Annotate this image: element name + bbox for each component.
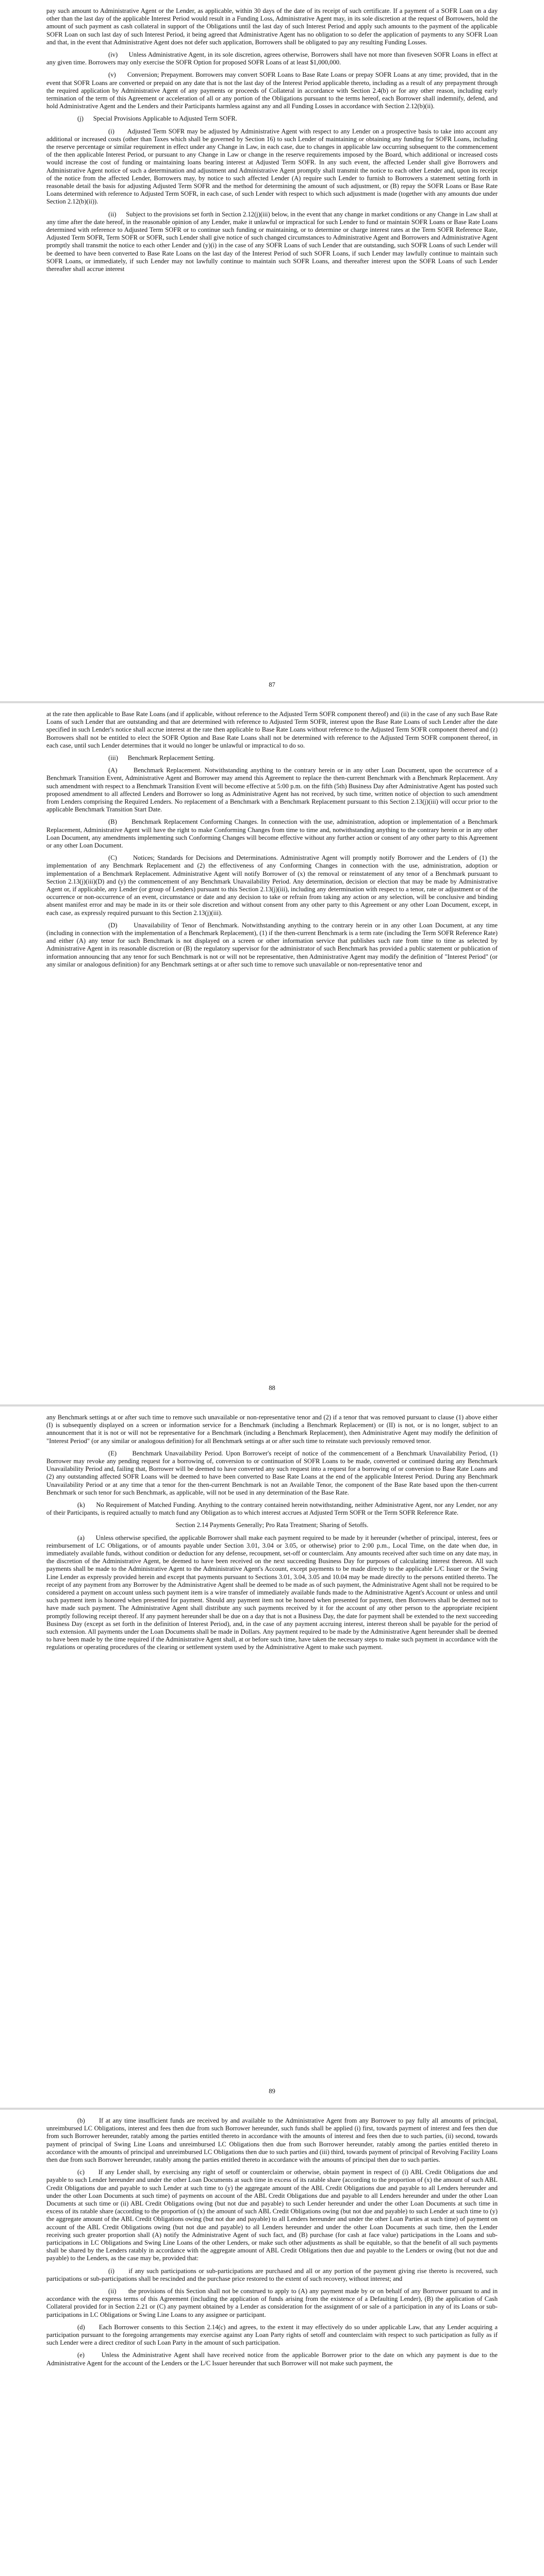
paragraph: (b) If at any time insufficient funds are received by and available to the Administrative Agent from any Borrower to pay fully all amounts of principal, unreimbursed LC Obligations, interest and fees then due from such Borrower hereunder, such funds shall be applied (i) first, towards payment of interest and fees then due from such Borrower hereunder, ratably among the parties entitled thereto in accordance with the amounts of interest and fees then due to such parties, (ii) second, towards payment of principal of Swing Line Loans and unreimbursed LC Obligations then due from such Borrower hereunder, ratably among the parties entitled thereto in accordance with the amounts of principal and unreimbursed LC Obligations then due to such parties and (iii) third, towards payment of principal of Revolving Facility Loans then due from such Borrower hereunder, ratably among the parties entitled thereto in accordance with the amounts of principal then due to such parties.	[46, 2117, 498, 2164]
page-89	[0, 1406, 544, 2110]
paragraph: (i) Adjusted Term SOFR may be adjusted by Administrative Agent with respect to any Lender on a prospective basis to take into account any additional or increased costs (other than Taxes which shall be governed by Section 16) to such Lender of maintaining or obtaining any funding for SOFR Loans, including the reserve percentage or similar requirement in effect under any Change in Law, in each case, due to changes in applicable law occurring subsequent to the commencement of the then applicable Interest Period, or pursuant to any Change in Law or change in the reserve requirements imposed by the Board, which additional or increased costs would increase the cost of funding or maintaining loans bearing interest at Adjusted Term SOFR. In any such event, the affected Lender shall give Borrowers and Administrative Agent notice of such a determination and adjustment and Administrative Agent promptly shall transmit the notice to each other Lender and, upon its receipt of the notice from the affected Lender, Borrowers may, by notice to such affected Lender (A) require such Lender to furnish to Borrowers a statement setting forth in reasonable detail the basis for adjusting Adjusted Term SOFR and the method for determining the amount of such adjustment, or (B) repay the SOFR Loans or Base Rate Loans determined with reference to Adjusted Term SOFR, in each case, of such Lender with respect to which such adjustment is made (together with any amounts due under Section 2.12(b)(ii)).	[46, 127, 498, 206]
paragraph: (ii) the provisions of this Section shall not be construed to apply to (A) any payment made by or on behalf of any Borrower pursuant to and in accordance with the express terms of this Agreement (including the application of funds arising from the existence of a Defaulting Lender), (B) the application of Cash Collateral provided for in Section 2.21 or (C) any payment obtained by a Lender as consideration for the assignment of or sale of a participation in any of its Loans or sub-participations in LC Obligations or Swing Line Loans to any assignee or participant.	[46, 2287, 498, 2318]
paragraph: (d) Each Borrower consents to this Section 2.14(c) and agrees, to the extent it may effectively do so under applicable Law, that any Lender acquiring a participation pursuant to the foregoing arrangements may exercise against any Loan Party rights of setoff and counterclaim with respect to such participation as fully as if such Lender were a direct creditor of such Loan Party in the amount of such participation.	[46, 2323, 498, 2347]
page-number: 89	[269, 2088, 275, 2095]
paragraph: (e) Unless the Administrative Agent shall have received notice from the applicable Borrower prior to the date on which any payment is due to the Administrative Agent for the account of the Lenders or the L/C Issuer hereunder that such Borrower will not make such payment, the	[46, 2351, 498, 2367]
page-87	[0, 0, 544, 703]
paragraph: (ii) Subject to the provisions set forth in Section 2.12(j)(iii) below, in the event that any change in market conditions or any Change in Law shall at any time after the date hereof, in the reasonable opinion of any Lender, make it unlawful or impractical for such Lender to fund or maintain SOFR Loans or Base Rate Loans determined with reference to Adjusted Term SOFR or to continue such funding or maintaining, or to determine or charge interest rates at the Term SOFR Reference Rate, Adjusted Term SOFR, Term SOFR or SOFR, such Lender shall give notice of such changed circumstances to Administrative Agent and Borrowers and Administrative Agent promptly shall transmit the notice to each other Lender and (y)(i) in the case of any SOFR Loans of such Lender that are outstanding, such SOFR Loans of such Lender will be deemed to have been converted to Base Rate Loans on the last day of the Interest Period of such SOFR Loans, if such Lender may lawfully continue to maintain such SOFR Loans, or immediately, if such Lender may not lawfully continue to maintain such SOFR Loans, and thereafter interest upon the SOFR Loans of such Lender thereafter shall accrue interest	[46, 210, 498, 273]
paragraph: (k) No Requirement of Matched Funding. Anything to the contrary contained herein notwithstanding, neither Administrative Agent, nor any Lender, nor any of their Participants, is required actually to match fund any Obligation as to which interest accrues at Adjusted Term SOFR or the Term SOFR Reference Rate.	[46, 1501, 498, 1517]
paragraph: pay such amount to Administrative Agent or the Lender, as applicable, within 30 days of the date of its receipt of such certificate. If a payment of a SOFR Loan on a day other than the last day of the applicable Interest Period would result in a Funding Loss, Administrative Agent may, in its sole discretion at the request of Borrowers, hold the amount of such payment as cash collateral in support of the Obligations until the last day of such Interest Period and apply such amounts to the payment of the applicable SOFR Loan on such last day of such Interest Period, it being agreed that Administrative Agent has no obligation to so defer the application of payments to any SOFR Loan and that, in the event that Administrative Agent does not defer such application, Borrowers shall be obligated to pay any resulting Funding Losses.	[46, 7, 498, 46]
paragraph: (C) Notices; Standards for Decisions and Determinations. Administrative Agent will promptly notify Borrower and the Lenders of (1) the implementation of any Benchmark Replacement and (2) the effectiveness of any Conforming Changes in connection with the use, administration, adoption or implementation of a Benchmark Replacement. Administrative Agent will notify Borrower of (x) the removal or reinstatement of any tenor of a Benchmark pursuant to Section 2.13(j)(iii)(D) and (y) the commencement of any Benchmark Unavailability Period. Any determination, decision or election that may be made by Administrative Agent or, if applicable, any Lender (or group of Lenders) pursuant to this Section 2.13(j)(iii), including any determination with respect to a tenor, rate or adjustment or of the occurrence or non-occurrence of an event, circumstance or date and any decision to take or refrain from taking any action or any selection, will be conclusive and binding absent manifest error and may be made in its or their sole discretion and without consent from any other party to this Agreement or any other Loan Document, except, in each case, as expressly required pursuant to this Section 2.13(j)(iii).	[46, 854, 498, 917]
section-heading: (iii) Benchmark Replacement Setting.	[108, 754, 215, 762]
paragraph: (a) Unless otherwise specified, the applicable Borrower shall make each payment required to be made by it hereunder (whether of principal, interest, fees or reimbursement of LC Obligations, or of amounts payable under Section 3.01, 3.04 or 3.05, or otherwise) prior to 2:00 p.m., Local Time, on the date when due, in immediately available funds, without condition or deduction for any defense, recoupment, set-off or counterclaim. Any amounts received after such time on any date may, in the discretion of the Administrative Agent, be deemed to have been received on the next succeeding Business Day for purposes of calculating interest thereon. All such payments shall be made to the Administrative Agent to the Administrative Agent's Account, except payments to be made directly to the applicable L/C Issuer or the Swing Line Lender as expressly provided herein and except that payments pursuant to Sections 3.01, 3.04, 3.05 and 10.04 may be made directly to the persons entitled thereto. The receipt of any payment from any Borrower by the Administrative Agent shall be deemed to be made as of such payment, the Administrative Agent shall not be required to be considered a payment on account unless such payment item is a wire transfer of immediately available funds made to the Administrative Agent's Account or unless and until such payment item is honored when presented for payment. Should any payment item not be honored when presented for payment, then Borrowers shall be deemed not to have made such payment. The Administrative Agent shall distribute any such payments received by it for the account of any other person to the appropriate recipient promptly following receipt thereof. If any payment hereunder shall be due on a day that is not a Business Day, the date for payment shall be extended to the next succeeding Business Day (except as set forth in the definition of Interest Period), and, in the case of any payment accruing interest, interest thereon shall be payable for the period of such extension. All payments under the Loan Documents shall be made in Dollars. Any payment required to be made by the Administrative Agent hereunder shall be deemed to have been made by the time required if the Administrative Agent shall, at or before such time, have taken the necessary steps to make such payment in accordance with the regulations or operating procedures of the clearing or settlement system used by the Administrative Agent to make such payment.	[46, 1534, 498, 1651]
paragraph: (A) Benchmark Replacement. Notwithstanding anything to the contrary herein or in any other Loan Document, upon the occurrence of a Benchmark Transition Event, Administrative Agent and Borrower may amend this Agreement to replace the then-current Benchmark with a Benchmark Replacement. Any such amendment with respect to a Benchmark Transition Event will become effective at 5:00 p.m. on the fifth (5th) Business Day after Administrative Agent has posted such proposed amendment to all affected Lenders and Borrower so long as Administrative Agent has not received, by such time, written notice of objection to such amendment from Lenders comprising the Required Lenders. No replacement of a Benchmark with a Benchmark Replacement pursuant to this Section 2.13(j)(iii) will occur prior to the applicable Benchmark Transition Start Date.	[46, 767, 498, 814]
paragraph: (v) Conversion; Prepayment. Borrowers may convert SOFR Loans to Base Rate Loans or prepay SOFR Loans at any time; provided, that in the event that SOFR Loans are converted or prepaid on any date that is not the last day of the Interest Period applicable thereto, including as a result of any prepayment through the required application by Administrative Agent of any payments or proceeds of Collateral in accordance with Section 2.4(b) or for any other reason, including early termination of the term of this Agreement or acceleration of all or any portion of the Obligations pursuant to the terms hereof, each Borrower shall indemnify, defend, and hold Administrative Agent and the Lenders and their Participants harmless against any and all Funding Losses in accordance with Section 2.12(b)(ii).	[46, 71, 498, 110]
page-number: 88	[269, 1384, 275, 1392]
page-number: 87	[269, 681, 275, 688]
paragraph: (i) if any such participations or sub-participations are purchased and all or any portion of the payment giving rise thereto is recovered, such participations or sub-participations shall be rescinded and the purchase price restored to the extent of such recovery, without interest; and	[46, 2267, 498, 2282]
paragraph: (E) Benchmark Unavailability Period. Upon Borrower's receipt of notice of the commencement of a Benchmark Unavailability Period, (1) Borrower may revoke any pending request for a borrowing of, conversion to or continuation of SOFR Loans to be made, converted or continued during any Benchmark Unavailability Period and, failing that, Borrower will be deemed to have converted any such request into a request for a borrowing of or conversion to Base Rate Loans and (2) any outstanding affected SOFR Loans will be deemed to have been converted to Base Rate Loans at the end of the applicable Interest Period. During any Benchmark Unavailability Period or at any time that a tenor for the then-current Benchmark is not an Available Tenor, the component of the Base Rate based upon the then-current Benchmark or such tenor for such Benchmark, as applicable, will not be used in any determination of the Base Rate.	[46, 1449, 498, 1496]
page-88	[0, 703, 544, 1406]
section-heading: Section 2.14 Payments Generally; Pro Rata Treatment; Sharing of Setoffs.	[175, 1521, 369, 1529]
paragraph: at the rate then applicable to Base Rate Loans (and if applicable, without reference to the Adjusted Term SOFR component thereof) and (ii) in the case of any such Base Rate Loans of such Lender that are outstanding and that are determined with reference to Adjusted Term SOFR, interest upon the Base Rate Loans of such Lender after the date specified in such Lender's notice shall accrue interest at the rate then applicable to Base Rate Loans without reference to the Adjusted Term SOFR component thereof and (z) Borrowers shall not be entitled to elect the SOFR Option and Base Rate Loans shall not be determined with reference to the Adjusted Term SOFR component thereof, in each case, until such Lender determines that it would no longer be unlawful or impractical to do so.	[46, 710, 498, 749]
paragraph: (c) If any Lender shall, by exercising any right of setoff or counterclaim or otherwise, obtain payment in respect of (i) ABL Credit Obligations due and payable to such Lender hereunder and under the other Loan Documents at such time in excess of its ratable share (according to the proportion of (x) the amount of such ABL Credit Obligations due and payable to such Lender at such time to (y) the aggregate amount of the ABL Credit Obligations due and payable to all Lenders hereunder and under the other Loan Documents at such time) of payments on account of the ABL Credit Obligations due and payable to all Lenders hereunder and under the other Loan Documents at such time or (ii) ABL Credit Obligations owing (but not due and payable) to such Lender hereunder and under the other Loan Documents at such time in excess of its ratable share (according to the proportion of (x) the amount of such ABL Credit Obligations owing (but not due and payable) to such Lender at such time to (y) the aggregate amount of the ABL Credit Obligations owing (but not due and payable) to all Lenders hereunder and under the other Loan Parties at such time) of payment on account of the ABL Credit Obligations owing (but not due and payable) to all Lenders hereunder and under the other Loan Documents at such time, then the Lender receiving such greater proportion shall (A) notify the Administrative Agent of such fact, and (B) purchase (for cash at face value) participations in the Loans and sub-participations in LC Obligations and Swing Line Loans of the other Lenders, or make such other adjustments as shall be equitable, so that the benefit of all such payments shall be shared by the Lenders ratably in accordance with the aggregate amount of ABL Credit Obligations then due and payable to the Lenders or owing (but not due and payable) to the Lenders, as the case may be, provided that:	[46, 2168, 498, 2262]
paragraph: (B) Benchmark Replacement Conforming Changes. In connection with the use, administration, adoption or implementation of a Benchmark Replacement, Administrative Agent will have the right to make Conforming Changes from time to time and, notwithstanding anything to the contrary herein or in any other Loan Document, any amendments implementing such Conforming Changes will become effective without any further action or consent of any other party to this Agreement or any other Loan Document.	[46, 818, 498, 850]
section-heading: (j) Special Provisions Applicable to Adjusted Term SOFR.	[77, 115, 237, 123]
paragraph: (iv) Unless Administrative Agent, in its sole discretion, agrees otherwise, Borrowers shall have not more than fiveseven SOFR Loans in effect at any given time. Borrowers may only exercise the SOFR Option for proposed SOFR Loans of at least $1,000,000.	[46, 51, 498, 66]
paragraph: any Benchmark settings at or after such time to remove such unavailable or non-representative tenor and (2) if a tenor that was removed pursuant to clause (1) above either (I) is subsequently displayed on a screen or information service for a Benchmark (including a Benchmark Replacement) or (II) is not, or is no longer, subject to an announcement that it is not or will not be representative for a Benchmark (including a Benchmark Replacement), then Administrative Agent may modify the definition of "Interest Period" (or any similar or analogous definition) for all Benchmark settings at or after such time to reinstate such previously removed tenor.	[46, 1414, 498, 1445]
paragraph: (D) Unavailability of Tenor of Benchmark. Notwithstanding anything to the contrary herein or in any other Loan Document, at any time (including in connection with the implementation of a Benchmark Replacement), (1) if the then-current Benchmark is a term rate (including the Term SOFR Reference Rate) and either (A) any tenor for such Benchmark is not displayed on a screen or other information service that publishes such rate from time to time as selected by Administrative Agent in its reasonable discretion or (B) the regulatory supervisor for the administrator of such Benchmark has provided a public statement or publication of information announcing that any tenor for such Benchmark is not or will not be representative, then Administrative Agent may modify the definition of "Interest Period" (or any similar or analogous definition) for any Benchmark settings at or after such time to remove such unavailable or non-representative tenor and	[46, 921, 498, 968]
page-90	[0, 2110, 544, 2576]
